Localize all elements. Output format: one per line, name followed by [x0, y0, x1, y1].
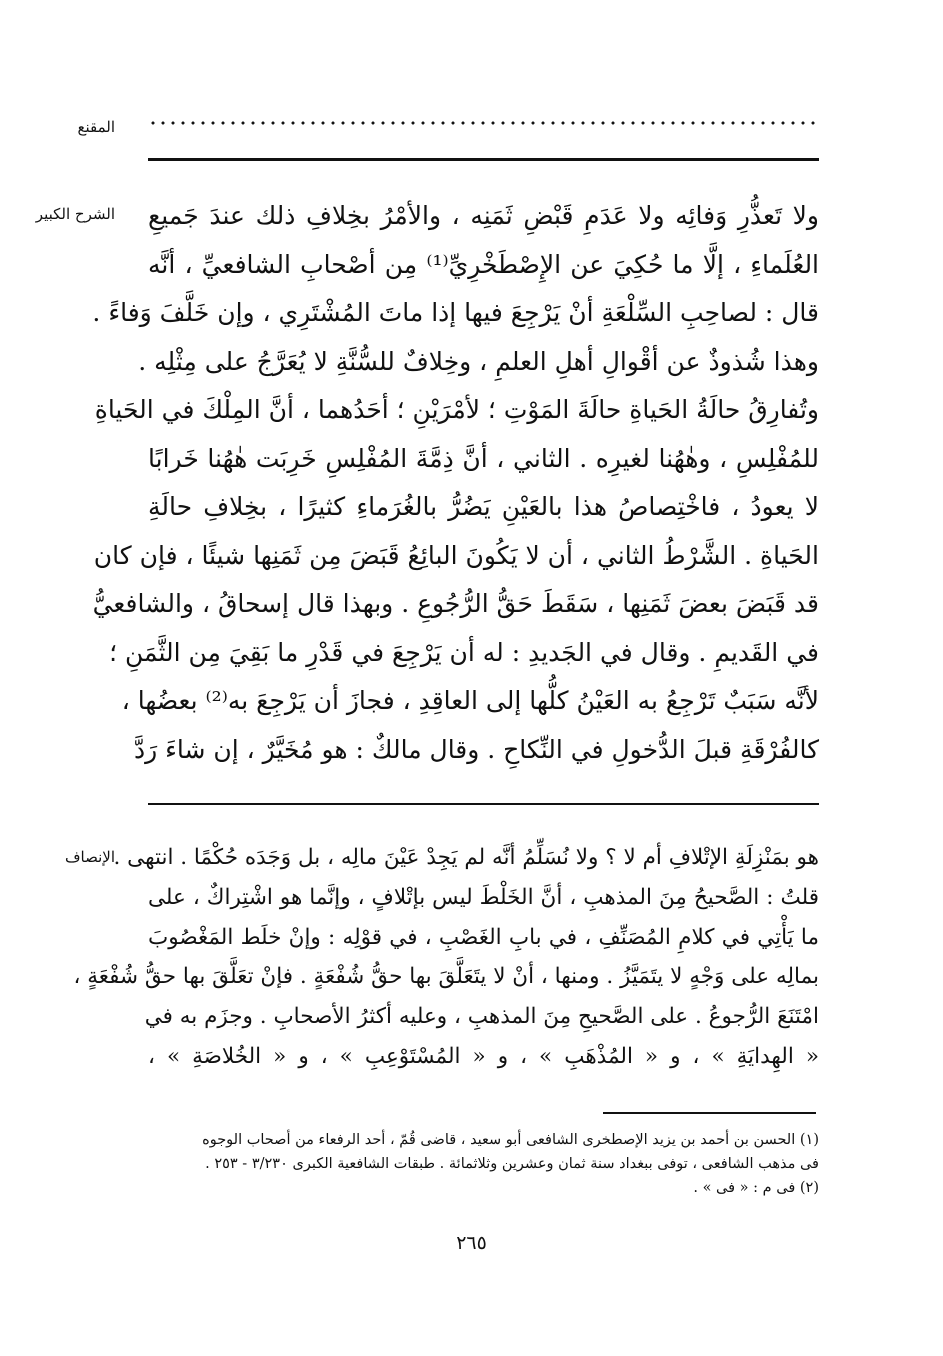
- text-line: لأنَّه سَبَبٌ تَرْجِعُ به العَيْنُ كلُّها إلى العاقِدِ ، فجازَ أن يَرْجِعَ به⁽²⁾ بعضُها ،: [121, 686, 819, 715]
- text-line: وتُفارِقُ حالَةُ الحَياةِ حالَةَ المَوْتِ ؛ لأمْرَيْنِ ؛ أحَدُهما ، أنَّ المِلْكَ في الحَياةِ: [94, 395, 819, 424]
- text-line: قلتُ : الصَّحيحُ مِنَ المذهبِ ، أنَّ الخَلْطَ ليس بإتْلافٍ ، وإنَّما هو اشْتِراكٌ ، على: [148, 884, 819, 910]
- text-line: وهذا شُذوذٌ عن أقْوالِ أهلِ العلمِ ، وخِلافٌ للسُّنَّةِ لا يُعَرَّجُ على مِثْلِه .: [138, 346, 819, 376]
- text-line: لا يعودُ ، فاخْتِصاصُ هذا بالعَيْنِ يَضُرُّ بالغُرَماءِ كثيرًا ، بخِلافِ حالَةِ: [148, 492, 819, 521]
- book-title-header: المقنع: [77, 118, 115, 136]
- text-line: الحَياةِ . الشَّرْطُ الثاني ، أن لا يَكُونَ البائِعُ قَبَضَ مِن ثَمَنِها شيئًا ، فإن كان: [93, 540, 819, 570]
- page-number: ٢٦٥: [456, 1232, 487, 1254]
- footnote-line: (١) الحسن بن أحمد بن يزيد الإصطخرى الشافعى أبو سعيد ، قاضى قُمّ ، أحد الرفعاء من أصحاب الوجوه: [202, 1132, 819, 1148]
- text-line: هو بمَنْزِلَةِ الإتْلافِ أم لا ؟ ولا نُسَلِّمُ أنَّه لم يَجِدْ عَيْنَ مالِه ، بل وَجَدَه حُكْمًا . انتهى .: [113, 845, 819, 870]
- text-line: بمالِه على وَجْهٍ لا يتَمَيَّزُ . ومنها ، أنْ لا يتَعَلَّقَ بها حقُّ شُفْعَةٍ . فإنْ تعَلَّقَ بها حقُّ شُفْعَةٍ ،: [73, 964, 819, 990]
- section-label-sharh: الشرح الكبير: [35, 205, 115, 223]
- section-divider: [148, 803, 819, 805]
- footnote-line: (٢) فى م : « فى » .: [693, 1180, 819, 1196]
- header-dotted-leader: [148, 120, 818, 126]
- footnotes-block: [148, 1128, 819, 1200]
- text-line: في القَديمِ . وقال في الجَديدِ : له أن يَرْجِعَ في قَدْرِ ما بَقِيَ مِن الثَّمَنِ ؛: [109, 637, 819, 667]
- text-line: للمُفْلِسِ ، وهٰهُنا لغيرِه . الثاني ، أنَّ ذِمَّةَ المُفْلِسِ خَرِبَت هٰهُنا خَرابًا: [148, 443, 819, 473]
- text-line: قد قَبَضَ بعضَ ثَمَنِها ، سَقَطَ حَقُّ الرُّجُوعِ . وبهذا قال إسحاقُ ، والشافعيُّ: [92, 589, 819, 618]
- footnote-rule: [603, 1112, 816, 1114]
- footnote-line: فى مذهب الشافعى ، توفى ببغداد سنة ثمان وعشرين وثلاثمائة . طبقات الشافعية الكبرى ٣/٢٣٠ - ٢٥٣ .: [205, 1156, 819, 1172]
- text-line: ولا تَعذُّرِ وَفائِه ولا عَدَمِ قَبْضِ ثَمَنِه ، والأمْرُ بخِلافِ ذلك عندَ جَميعِ: [148, 201, 819, 230]
- text-line: كالفُرْقَةِ قبلَ الدُّخولِ في النِّكاحِ . وقال مالكٌ : هو مُخَيَّرٌ ، إن شاءَ رَدَّ: [133, 734, 819, 764]
- text-line: « الهِدايَةِ » ، و « المُذْهَبِ » ، و « المُسْتَوْعِبِ » ، و « الخُلاصَةِ » ،: [148, 1043, 819, 1069]
- text-line: امْتَنَعَ الرُّجوعُ . على الصَّحيحِ مِنَ المذهبِ ، وعليه أكثرُ الأصحابِ . وجزَم به في: [144, 1004, 819, 1030]
- text-line: ما يَأْتِي في كلامِ المُصَنِّفِ ، في بابِ الغَصْبِ ، في قوْلِه : وإنْ خلَط المَغْصُوبَ: [148, 924, 819, 950]
- main-text-block: [92, 192, 820, 774]
- text-line: العُلَماءِ ، إلَّا ما حُكِيَ عن الإِصْطَخْرِيِّ⁽¹⁾ مِن أصْحابِ الشافعيِّ ، أنَّه: [148, 249, 820, 279]
- section-label-insaf: الإنصاف: [64, 848, 115, 866]
- header-rule: [148, 158, 819, 161]
- text-line: قال : لصاحِبِ السِّلْعَةِ أنْ يَرْجِعَ فيها إذا ماتَ المُشْتَرِي ، وإن خَلَّفَ وَفاءً .: [92, 298, 819, 327]
